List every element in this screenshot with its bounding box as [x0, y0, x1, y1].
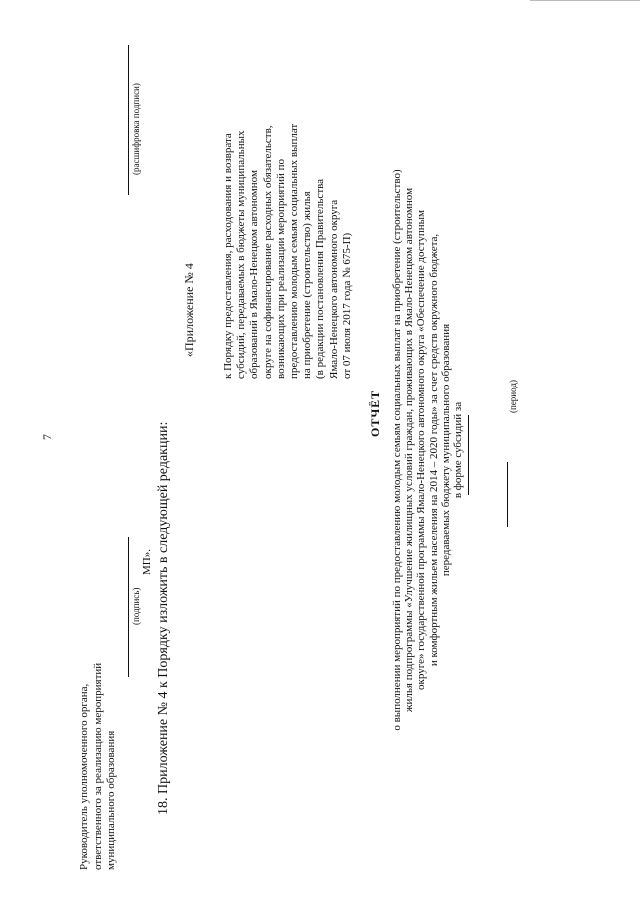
signer-line-3: муниципального образования [105, 730, 117, 870]
appendix-note-line: образований в Ямало-Ненецком автономном [248, 170, 261, 379]
appendix-note-line: на приобретение (строительство) жилья [301, 191, 314, 379]
report-line: о выполнении мероприятий по предоставлению молодым семьям социальных выплат на приобретение (строительство) [391, 169, 403, 731]
appendix-note-line: к Порядку предоставления, расходования и возврата [222, 133, 234, 379]
appendix-note-line: субсидий, передаваемых в бюджеты муниципальных [235, 130, 248, 379]
signature-decode-caption: (расшифровка подписи) [131, 83, 141, 175]
signer-line-2: ответственного за реализацию мероприятий [91, 662, 104, 870]
appendix-note-line: от 07 июля 2017 года № 675-П) [340, 232, 353, 379]
stamp-mark: МП». [141, 549, 153, 575]
report-line: жилья подпрограммы «Улучшение жилищных условий граждан, проживающих в Ямало-Ненецком автономном [403, 187, 416, 713]
municipality-blank-line [468, 415, 469, 495]
signature-caption: (подпись) [131, 587, 141, 625]
appendix-title: «Приложение № 4 [182, 263, 196, 357]
page-number: 7 [40, 434, 54, 440]
period-blank-line [507, 462, 508, 527]
appendix-note-line: округе на софинансирование расходных обязательств, [261, 125, 274, 379]
report-title: ОТЧЁТ [368, 389, 382, 437]
appendix-note-line: предоставлению молодым семьям социальных выплат [288, 123, 301, 379]
appendix-note-line: Ямало-Ненецкого автономного округа [327, 199, 340, 379]
report-line: и комфортным жильем населения на 2014 – 2020 годы» за счет средств окружного бюджета, [427, 233, 440, 667]
report-line: округе» государственной программы Ямало-Ненецкого автономного округа «Обеспечение доступным [415, 210, 428, 690]
signature-decode-line [128, 45, 129, 195]
appendix-note-line: возникающих при реализации мероприятий по [274, 158, 287, 379]
appendix-note [222, 124, 354, 379]
appendix-note-line: (в редакции постановления Правительства [314, 178, 327, 379]
period-caption: (период) [508, 380, 518, 413]
report-body [391, 125, 464, 775]
signer-line-1: Руководитель уполномоченного органа, [78, 683, 90, 870]
signer-block [78, 663, 119, 870]
signature-line [128, 537, 129, 677]
item-18-heading: 18. Приложение № 4 к Порядку изложить в следующей редакции: [156, 421, 171, 815]
report-line: передаваемых бюджету муниципального образования [439, 323, 452, 577]
report-line: в форме субсидий за [452, 401, 465, 499]
